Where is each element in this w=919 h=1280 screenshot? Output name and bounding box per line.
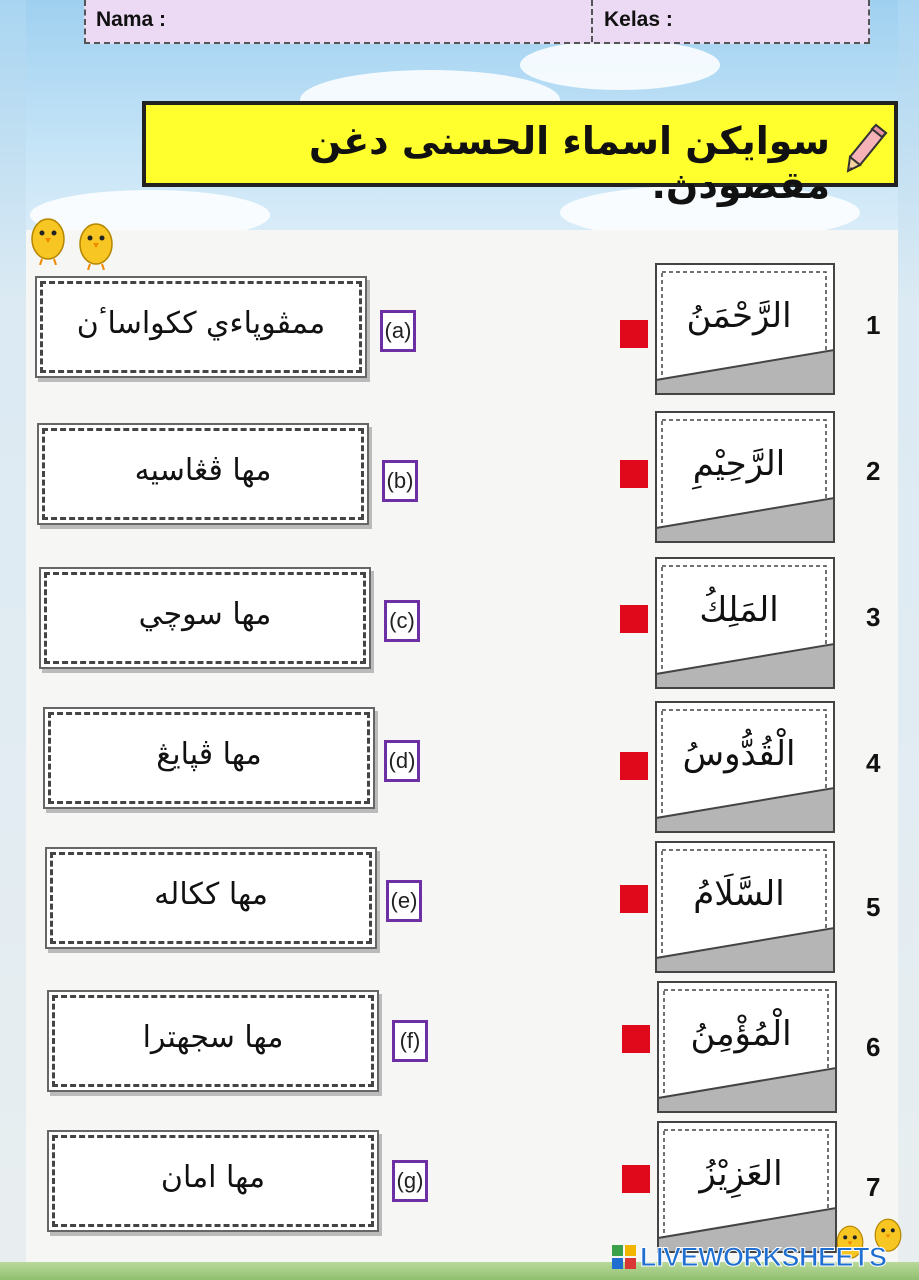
answer-box-f [52,995,374,1087]
left-margin [0,0,26,1280]
student-info-bar [84,0,870,44]
pencil-icon [846,123,888,173]
liveworksheets-logo [612,1240,887,1274]
question-number: 4 [866,748,881,778]
answer-text: مها سجهترا [142,1020,284,1055]
answer-text: مها ڤڠاسيه [134,453,272,488]
instruction-banner [142,101,898,207]
answer-text: مها سوچي [138,597,272,632]
answer-drop-target-1[interactable] [620,320,648,348]
letter-label-g: (g) [392,1160,428,1202]
letter-label-f: (f) [392,1020,428,1062]
question-number: 7 [866,1172,881,1202]
chick-icon [28,205,68,265]
answer-drop-target-2[interactable] [620,460,648,488]
asma-name: الْمُؤْمِنُ [690,1014,792,1054]
answer-text: ممڤوڽاءي ککواساٴن [76,306,326,341]
letter-label-a: (a) [380,310,416,352]
answer-box-g [52,1135,374,1227]
asma-card-7 [656,1120,838,1254]
answer-drop-target-5[interactable] [620,885,648,913]
answer-box-a [40,281,362,373]
answer-text: مها ڤڽايڠ [156,737,262,772]
answer-drop-target-3[interactable] [620,605,648,633]
question-number: 5 [866,892,881,922]
answer-box-c [44,572,366,664]
answer-text: مها امان [160,1160,266,1195]
asma-card-2 [654,410,836,544]
question-number: 2 [866,456,881,486]
answer-box-e [50,852,372,944]
asma-card-6 [656,980,838,1114]
answer-drop-target-7[interactable] [622,1165,650,1193]
asma-name: المَلِكُ [699,590,779,630]
logo-text: LIVEWORKSHEETS [640,1241,887,1272]
question-number: 1 [866,310,881,340]
name-label: Nama : [96,8,167,31]
asma-name: الرَّحْمَنُ [686,296,792,336]
answer-text: مها ککاله [154,877,268,912]
right-margin [898,0,919,1280]
asma-card-1 [654,262,836,396]
answer-drop-target-4[interactable] [620,752,648,780]
answer-drop-target-6[interactable] [622,1025,650,1053]
instruction-text: سوايكن اسماء الحسنى دغن مقصودڽ. [309,119,830,207]
letter-label-c: (c) [384,600,420,642]
letter-label-e: (e) [386,880,422,922]
asma-name: الرَّحِيْمِ [692,444,786,484]
asma-card-3 [654,556,836,690]
answer-box-d [48,712,370,804]
letter-label-d: (d) [384,740,420,782]
asma-name: السَّلَامُ [693,874,785,914]
asma-card-4 [654,700,836,834]
chick-icon [76,210,116,270]
asma-name: الْقُدُّوسُ [682,734,796,774]
question-number: 6 [866,1032,881,1062]
question-number: 3 [866,602,881,632]
asma-name: العَزِيْزُ [699,1154,783,1194]
answer-box-b [42,428,364,520]
letter-label-b: (b) [382,460,418,502]
class-label: Kelas : [604,8,673,31]
asma-card-5 [654,840,836,974]
logo-mark-icon [612,1245,636,1269]
